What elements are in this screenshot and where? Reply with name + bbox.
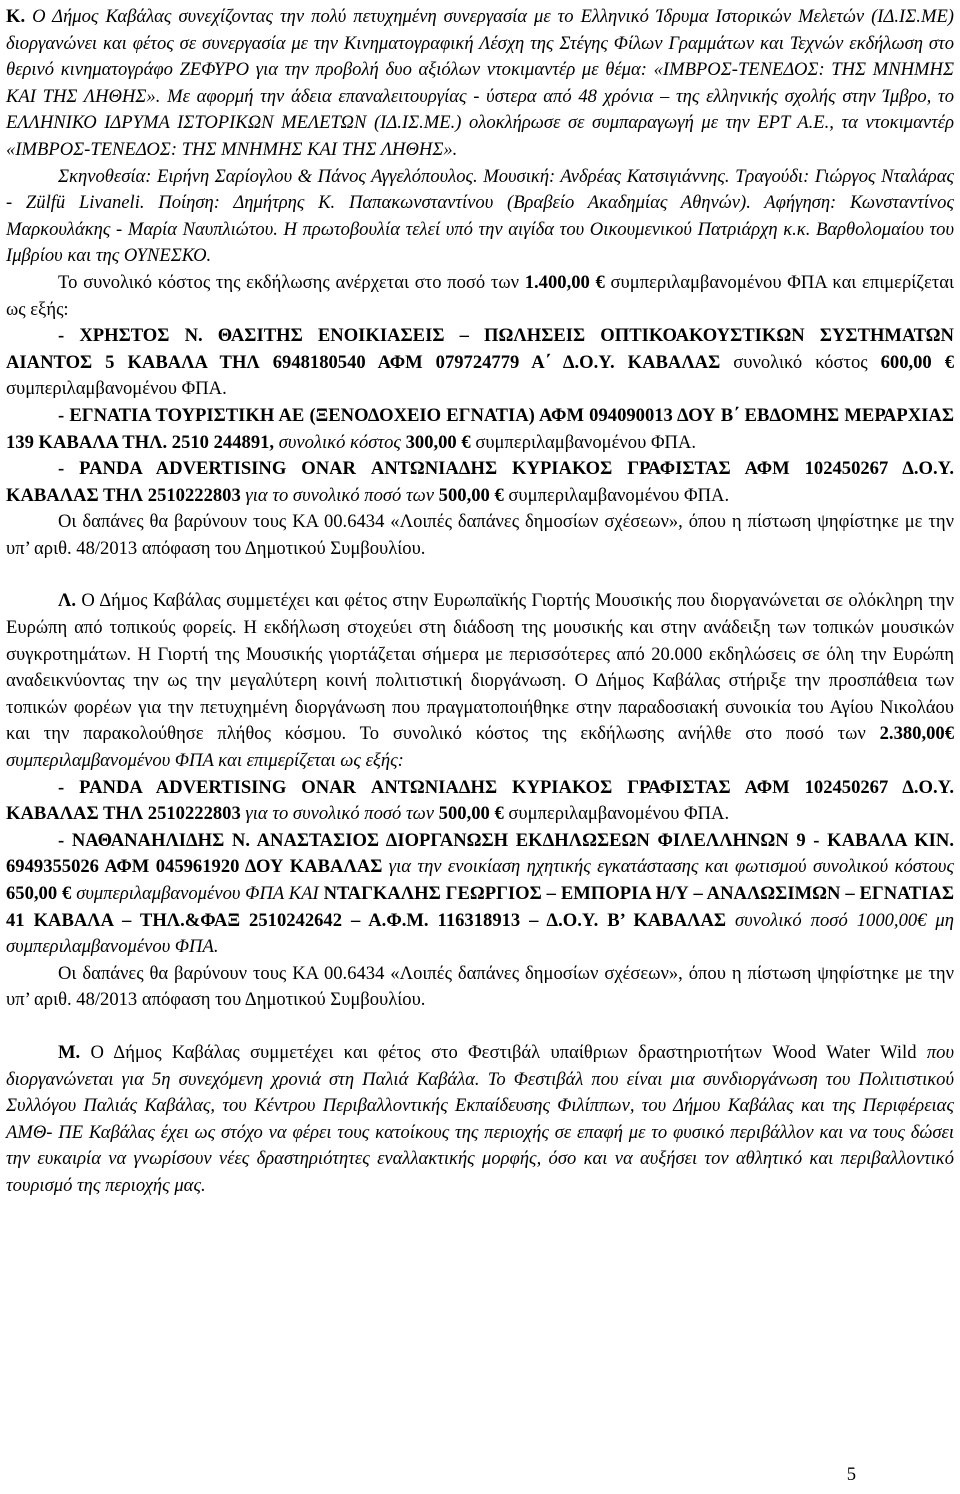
section-k-cost: Το συνολικό κόστος της εκδήλωσης ανέρχεται στο ποσό των 1.400,00 € συμπεριλαμβανομένου ΦΠΑ και επιμερίζεται ως εξής: — [6, 271, 954, 320]
section-k-intro-text: Ο Δήμος Καβάλας συνεχίζοντας την πολύ πετυχημένη συνεργασία με το Ελληνικό Ίδρυμα Ιστορικών Μελετών (ΙΔ.ΙΣ.ΜΕ) διοργανώνει και φέτος σε συνεργασία με την Κινηματογραφική Λέσχη της Στέγης Φίλων Γραμμάτων και Τεχνών εκδήλωση στο θερινό κινηματογράφο ΖΕΦΥΡΟ για την προβολή δυο αξιόλων ντοκιμαντέρ με θέμα: «ΙΜΒΡΟΣ-ΤΕΝΕΔΟΣ: ΤΗΣ ΜΝΗΜΗΣ ΚΑΙ ΤΗΣ ΛΗΘΗΣ». Με αφορμή την άδεια επαναλειτουργίας - ύστερα από 48 χρόνια – της ελληνικής σχολής στην Ίμβρο, το ΕΛΛΗΝΙΚΟ ΙΔΡΥΜΑ ΙΣΤΟΡΙΚΩΝ ΜΕΛΕΤΩΝ (ΙΔ.ΙΣ.ΜΕ.) ολοκλήρωσε σε συμπαραγωγή με την ΕΡΤ Α.Ε., τα ντοκιμαντέρ «ΙΜΒΡΟΣ-ΤΕΝΕΔΟΣ: ΤΗΣ ΜΝΗΜΗΣ ΚΑΙ ΤΗΣ ΛΗΘΗΣ». — [6, 6, 954, 160]
section-m-intro: Μ. Ο Δήμος Καβάλας συμμετέχει και φέτος στο Φεστιβάλ υπαίθριων δραστηριοτήτων Wood Water Wild που διοργανώνεται για 5η συνεχόμενη χρονιά στη Παλιά Καβάλα. Το Φεστιβάλ που είναι μια συνδιοργάνωση του Πολιτιστικού Συλλόγου Παλιάς Καβάλας, του Κέντρου Περιβαλλοντικής Εκπαίδευσης Φιλίππων, του Δήμου Καβάλας και της Περιφέρειας ΑΜΘ- ΠΕ Καβάλας έχει ως στόχο να φέρει τους κατοίκους της περιοχής σε επαφή με το φυσικό περιβάλλον και να τους δώσει την ευκαιρία να γνωρίσουν νέες δραστηριότητες εναλλακτικής μορφής, όσο και να αυξήσει τον αθλητικό και περιβαλλοντικό τουρισμό της περιοχής μας. — [6, 1041, 954, 1196]
section-l-budget-note: Οι δαπάνες θα βαρύνουν τους ΚΑ 00.6434 «Λοιπές δαπάνες δημοσίων σχέσεων», όπου η πίστωση ψηφίστηκε με την υπ’ αριθ. 48/2013 απόφαση του Δημοτικού Συμβουλίου. — [6, 962, 954, 1011]
section-k-letter: K. — [6, 6, 26, 27]
section-k-credits: Σκηνοθεσία: Ειρήνη Σαρίογλου & Πάνος Αγγελόπουλος. Μουσική: Ανδρέας Κατσιγιάννης. Τραγούδι: Γιώργος Νταλάρας - Zülfü Livaneli. Ποίηση: Δημήτρης Κ. Παπακωνσταντίνου (Βραβείο Ακαδημίας Αθηνών). Αφήγηση: Κωνσταντίνος Μαρκουλάκης - Μαρία Ναυπλιώτου. Η πρωτοβουλία τελεί υπό την αιγίδα του Οικουμενικού Πατριάρχη κ.κ. Βαρθολομαίου του Ιμβρίου και της ΟΥΝΕΣΚΟ. — [6, 165, 954, 267]
section-k-intro — [6, 4, 954, 164]
section-l-vendor-1: - PANDA ADVERTISING ONAR ΑΝΤΩΝΙΑΔΗΣ ΚΥΡΙΑΚΟΣ ΓΡΑΦΙΣΤΑΣ ΑΦΜ 102450267 Δ.Ο.Υ. ΚΑΒΑΛΑΣ ΤΗΛ 2510222803 για το συνολικό ποσό των 500,00 € συμπεριλαμβανομένου ΦΠΑ. — [6, 776, 954, 825]
section-l-intro: Λ. Ο Δήμος Καβάλας συμμετέχει και φέτος στην Ευρωπαϊκής Γιορτής Μουσικής που διοργανώνεται σε ολόκληρη την Ευρώπη από τοπικούς φορείς. Η εκδήλωση στοχεύει στη διάδοση της μουσικής και στην ανάδειξη των τοπικών μουσικών συγκροτημάτων. Η Γιορτή της Μουσικής γιορτάζεται σήμερα με περισσότερες από 20.000 εκδηλώσεις σε όλη την Ευρώπη αναδεικνύοντας την ως την μεγαλύτερη κοινή πολιτιστική διοργάνωση. Ο Δήμος Καβάλας στήριξε την προσπάθεια των τοπικών φορέων για την πετυχημένη διοργάνωση που πραγματοποιήθηκε στην παραδοσιακή συνοικία του Αγίου Νικολάου και την παρακολούθησε πλήθος κόσμου. Το συνολικό κόστος της εκδήλωσης ανήλθε στο ποσό των 2.380,00€ συμπεριλαμβανομένου ΦΠΑ και επιμερίζεται ως εξής: — [6, 590, 954, 772]
section-l-letter: Λ. — [58, 590, 76, 612]
section-k-cost-total: 1.400,00 € — [524, 271, 605, 293]
page-number: 5 — [846, 1464, 856, 1485]
section-spacer — [6, 562, 954, 588]
section-k-vendor-1: - ΧΡΗΣΤΟΣ Ν. ΘΑΣΙΤΗΣ ΕΝΟΙΚΙΑΣΕΙΣ – ΠΩΛΗΣΕΙΣ ΟΠΤΙΚΟΑΚΟΥΣΤΙΚΩΝ ΣΥΣΤΗΜΑΤΩΝ ΑΙΑΝΤΟΣ 5 ΚΑΒΑΛΑ ΤΗΛ 6948180540 ΑΦΜ 079724779 Α΄ Δ.Ο.Υ. ΚΑΒΑΛΑΣ συνολικό κόστος 600,00 € συμπεριλαμβανομένου ΦΠΑ. — [6, 325, 955, 400]
section-l-vendor-2: - ΝΑΘΑΝΑΗΛΙΔΗΣ Ν. ΑΝΑΣΤΑΣΙΟΣ ΔΙΟΡΓΑΝΩΣΗ ΕΚΔΗΛΩΣΕΩΝ ΦΙΛΕΛΛΗΝΩΝ 9 - ΚΑΒΑΛΑ ΚΙΝ. 6949355026 ΑΦΜ 045961920 ΔΟΥ ΚΑΒΑΛΑΣ για την ενοικίαση ηχητικής εγκατάστασης και φωτισμού συνολικού κόστους 650,00 € συμπεριλαμβανομένου ΦΠΑ ΚΑΙ ΝΤΑΓΚΑΛΗΣ ΓΕΩΡΓΙΟΣ – ΕΜΠΟΡΙΑ Η/Υ – ΑΝΑΛΩΣΙΜΩΝ – ΕΓΝΑΤΙΑΣ 41 ΚΑΒΑΛΑ – ΤΗΛ.&ΦΑΞ 2510242642 – Α.Φ.Μ. 116318913 – Δ.Ο.Υ. Β’ ΚΑΒΑΛΑΣ συνολικό ποσό 1000,00€ μη συμπεριλαμβανομένου ΦΠΑ. — [6, 829, 955, 958]
section-k-budget-note: Οι δαπάνες θα βαρύνουν τους ΚΑ 00.6434 «Λοιπές δαπάνες δημοσίων σχέσεων», όπου η πίστωση ψηφίστηκε με την υπ’ αριθ. 48/2013 απόφαση του Δημοτικού Συμβουλίου. — [6, 511, 954, 559]
section-m-letter: Μ. — [58, 1041, 81, 1063]
section-k-vendor-3: - PANDA ADVERTISING ONAR ΑΝΤΩΝΙΑΔΗΣ ΚΥΡΙΑΚΟΣ ΓΡΑΦΙΣΤΑΣ ΑΦΜ 102450267 Δ.Ο.Υ. ΚΑΒΑΛΑΣ ΤΗΛ 2510222803 για το συνολικό ποσό των 500,00 € συμπεριλαμβανομένου ΦΠΑ. — [6, 458, 954, 506]
section-k-vendor-2: - ΕΓΝΑΤΙΑ ΤΟΥΡΙΣΤΙΚΗ ΑΕ (ΞΕΝΟΔΟΧΕΙΟ ΕΓΝΑΤΙΑ) ΑΦΜ 094090013 ΔΟΥ Β΄ ΕΒΔΟΜΗΣ ΜΕΡΑΡΧΙΑΣ 139 ΚΑΒΑΛΑ ΤΗΛ. 2510 244891, συνολικό κόστος 300,00 € συμπεριλαμβανομένου ΦΠΑ. — [6, 404, 954, 453]
section-spacer — [6, 1014, 954, 1040]
section-l-cost-total: 2.380,00€ — [879, 723, 954, 745]
